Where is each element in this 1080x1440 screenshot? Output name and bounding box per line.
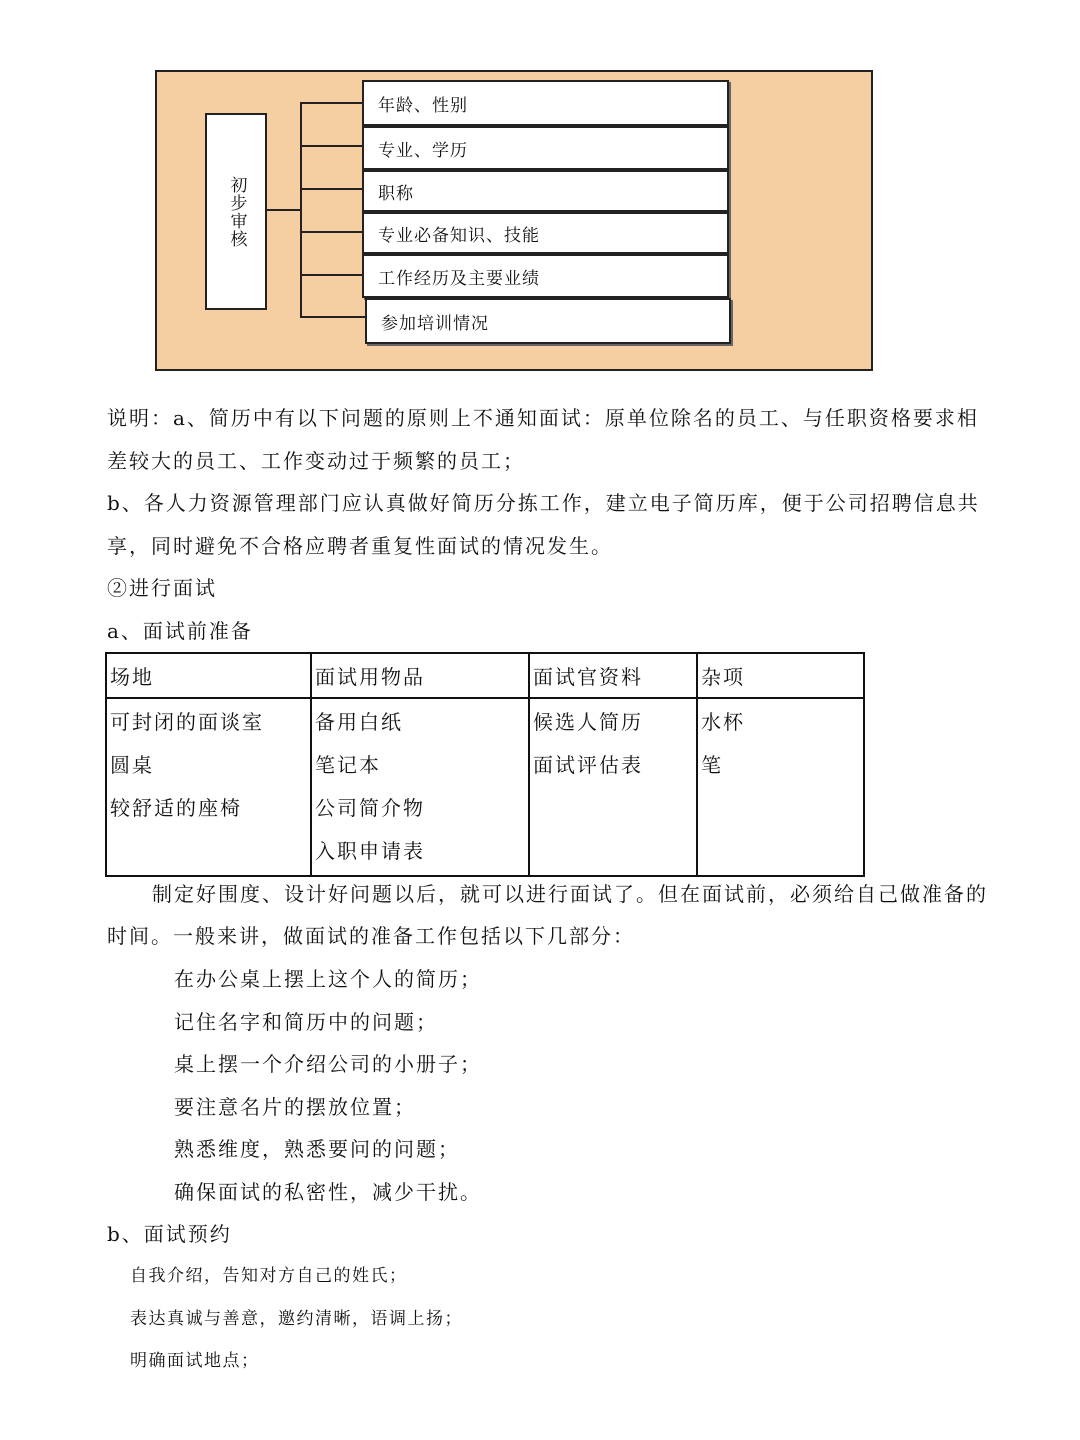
- appointment-list-item: 表达真诚与善意，邀约清晰，语调上扬；: [130, 1309, 463, 1329]
- cell-item: 备用白纸: [315, 710, 403, 734]
- branch-trunk: [300, 102, 302, 318]
- note-a-line1: 说明：a、简历中有以下问题的原则上不通知面试：原单位除名的员工、与任职资格要求相: [107, 406, 979, 430]
- root-node-label: 初步审核: [226, 175, 247, 248]
- prep-list-item: 桌上摆一个介绍公司的小册子；: [174, 1052, 482, 1076]
- table-cell-venue: [106, 698, 311, 876]
- note-a-line2: 差较大的员工、工作变动过于频繁的员工；: [107, 449, 525, 473]
- branch-connector: [300, 102, 362, 104]
- root-node-box: [205, 113, 267, 310]
- cell-item: 圆桌: [110, 753, 154, 777]
- branch-connector: [300, 188, 362, 190]
- table-header: 杂项: [697, 653, 864, 698]
- diagram-node: 专业必备知识、技能: [362, 212, 729, 254]
- table-header: 面试官资料: [529, 653, 697, 698]
- prep-list-item: 要注意名片的摆放位置；: [174, 1095, 416, 1119]
- cell-item: 笔: [701, 753, 723, 777]
- cell-item: 较舒适的座椅: [110, 796, 242, 820]
- table-header: 场地: [106, 653, 311, 698]
- subsection-title-prep: a、面试前准备: [107, 619, 253, 643]
- diagram-node: 年龄、性别: [362, 80, 729, 126]
- diagram-node: 专业、学历: [362, 126, 729, 170]
- branch-connector: [300, 145, 362, 147]
- table-cell-misc: [697, 698, 864, 876]
- diagram-node: 职称: [362, 170, 729, 212]
- prep-list-item: 确保面试的私密性，减少干扰。: [174, 1180, 482, 1204]
- diagram-node: 工作经历及主要业绩: [362, 254, 729, 298]
- appointment-list-item: 自我介绍，告知对方自己的姓氏；: [130, 1266, 408, 1286]
- cell-item: 可封闭的面谈室: [110, 710, 264, 734]
- prep-list-item: 记住名字和简历中的问题；: [174, 1010, 438, 1034]
- cell-item: 面试评估表: [533, 753, 643, 777]
- cell-item: 水杯: [701, 710, 745, 734]
- branch-connector: [300, 231, 362, 233]
- table-header-row: [106, 653, 864, 698]
- subsection-title-appointment: b、面试预约: [107, 1222, 232, 1246]
- note-b-line1: b、各人力资源管理部门应认真做好简历分拣工作，建立电子简历库，便于公司招聘信息共: [107, 491, 980, 515]
- branch-connector: [300, 274, 362, 276]
- prep-paragraph-line1: 制定好围度、设计好问题以后，就可以进行面试了。但在面试前，必须给自己做准备的: [152, 882, 988, 906]
- interview-prep-table: [105, 652, 865, 877]
- prep-paragraph-line2: 时间。一般来讲，做面试的准备工作包括以下几部分：: [107, 924, 635, 948]
- root-connector: [267, 209, 301, 211]
- section-title-interview: ②进行面试: [107, 576, 217, 600]
- table-row: [106, 698, 864, 876]
- note-b-line2: 享，同时避免不合格应聘者重复性面试的情况发生。: [107, 534, 613, 558]
- table-header: 面试用物品: [311, 653, 529, 698]
- cell-item: 入职申请表: [315, 839, 425, 863]
- cell-item: 笔记本: [315, 753, 381, 777]
- table-cell-supplies: [311, 698, 529, 876]
- cell-item: 候选人简历: [533, 710, 643, 734]
- branch-connector: [300, 316, 365, 318]
- table-cell-interviewer-materials: [529, 698, 697, 876]
- prep-list-item: 熟悉维度，熟悉要问的问题；: [174, 1137, 460, 1161]
- appointment-list-item: 明确面试地点；: [130, 1351, 260, 1371]
- prep-list-item: 在办公桌上摆上这个人的简历；: [174, 967, 482, 991]
- cell-item: 公司简介物: [315, 796, 425, 820]
- diagram-node: 参加培训情况: [365, 298, 731, 344]
